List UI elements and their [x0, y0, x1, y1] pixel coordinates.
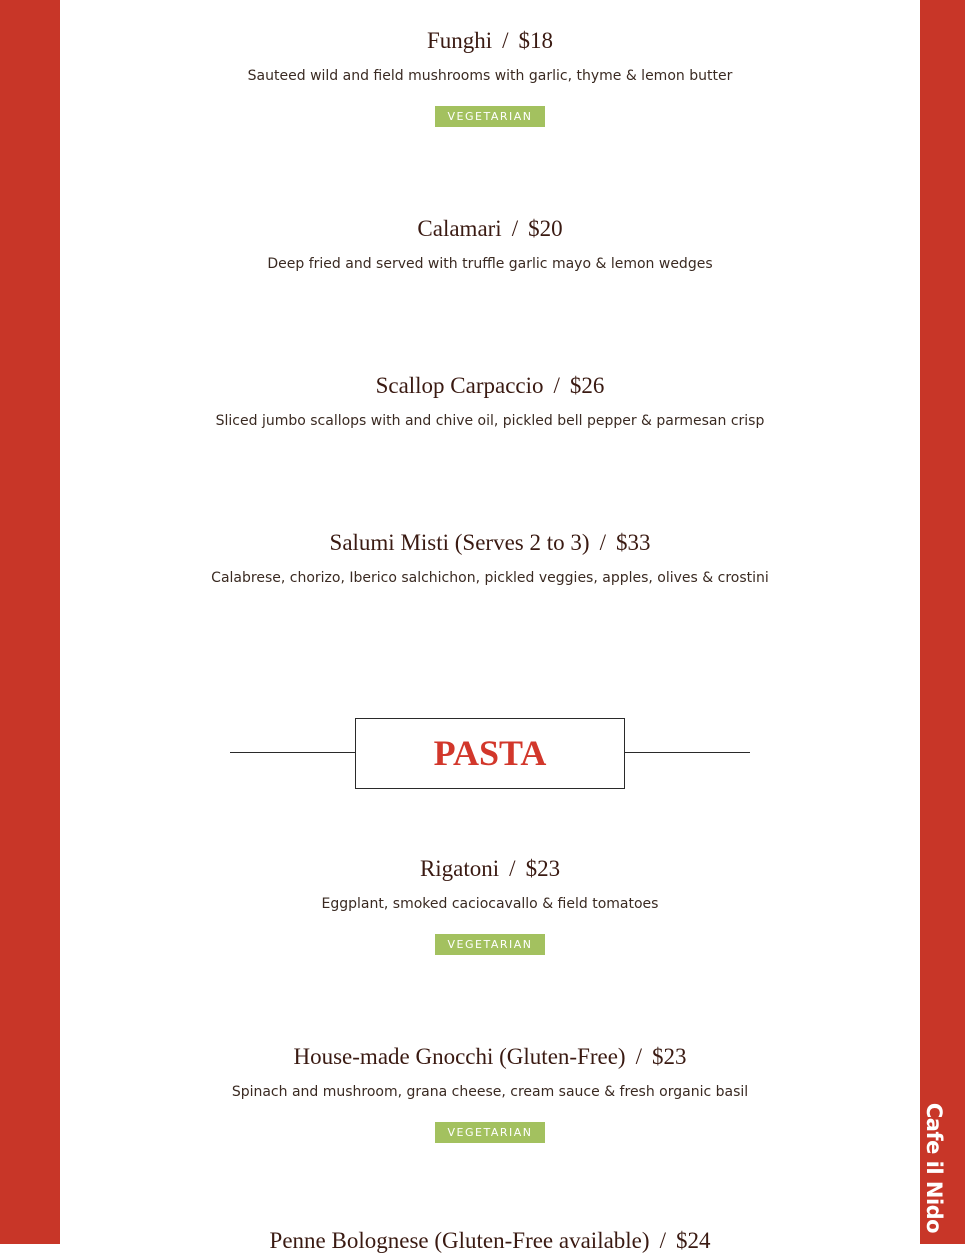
vegetarian-badge: VEGETARIAN — [435, 106, 545, 127]
item-name: Salumi Misti (Serves 2 to 3) — [329, 530, 590, 555]
menu-item-scallop-carpaccio — [60, 371, 920, 431]
price-separator: / — [502, 28, 509, 53]
price-separator: / — [659, 1228, 666, 1253]
right-red-band — [920, 0, 965, 1244]
item-title — [60, 214, 920, 244]
item-description: Sauteed wild and field mushrooms with garlic, thyme & lemon butter — [247, 68, 733, 84]
item-description: Sliced jumbo scallops with and chive oil, pickled bell pepper & parmesan crisp — [215, 413, 765, 429]
price-separator: / — [635, 1044, 642, 1069]
vegetarian-badge: VEGETARIAN — [435, 934, 545, 955]
item-title — [60, 854, 920, 884]
item-name: Penne Bolognese (Gluten-Free available) — [269, 1228, 650, 1253]
menu-item-calamari — [60, 214, 920, 274]
item-price: $24 — [675, 1228, 711, 1253]
item-description: Eggplant, smoked caciocavallo & field tomatoes — [321, 896, 659, 912]
item-description: Calabrese, chorizo, Iberico salchichon, pickled veggies, apples, olives & crostini — [211, 570, 769, 586]
item-name: Funghi — [426, 28, 493, 53]
section-divider-left — [230, 752, 356, 753]
menu-item-penne-bolognese — [60, 1226, 920, 1256]
item-price: $18 — [518, 28, 554, 53]
price-separator: / — [511, 216, 519, 241]
section-heading-pasta: PASTA — [355, 718, 625, 789]
item-name: House-made Gnocchi (Gluten-Free) — [293, 1044, 626, 1069]
item-price: $23 — [525, 856, 561, 881]
menu-item-funghi — [60, 26, 920, 127]
item-price: $26 — [569, 373, 605, 398]
item-description: Deep fried and served with truffle garlic mayo & lemon wedges — [267, 256, 713, 272]
item-title — [60, 1226, 920, 1256]
item-name: Calamari — [417, 216, 502, 241]
brand-name: Cafe il Nido — [922, 1102, 946, 1234]
item-price: $20 — [528, 216, 563, 241]
menu-item-gnocchi — [60, 1042, 920, 1143]
item-price: $23 — [652, 1044, 687, 1069]
item-title — [60, 1042, 920, 1072]
item-description: Spinach and mushroom, grana cheese, cream sauce & fresh organic basil — [231, 1084, 749, 1100]
menu-item-salumi-misti — [60, 528, 920, 588]
left-red-band — [0, 0, 60, 1244]
item-title — [60, 26, 920, 56]
price-separator: / — [553, 373, 560, 398]
item-price: $33 — [615, 530, 651, 555]
item-name: Rigatoni — [419, 856, 500, 881]
price-separator: / — [599, 530, 606, 555]
vegetarian-badge: VEGETARIAN — [435, 1122, 545, 1143]
item-name: Scallop Carpaccio — [375, 373, 544, 398]
menu-item-rigatoni — [60, 854, 920, 955]
item-title — [60, 371, 920, 401]
price-separator: / — [509, 856, 516, 881]
section-divider-right — [624, 752, 750, 753]
item-title — [60, 528, 920, 558]
